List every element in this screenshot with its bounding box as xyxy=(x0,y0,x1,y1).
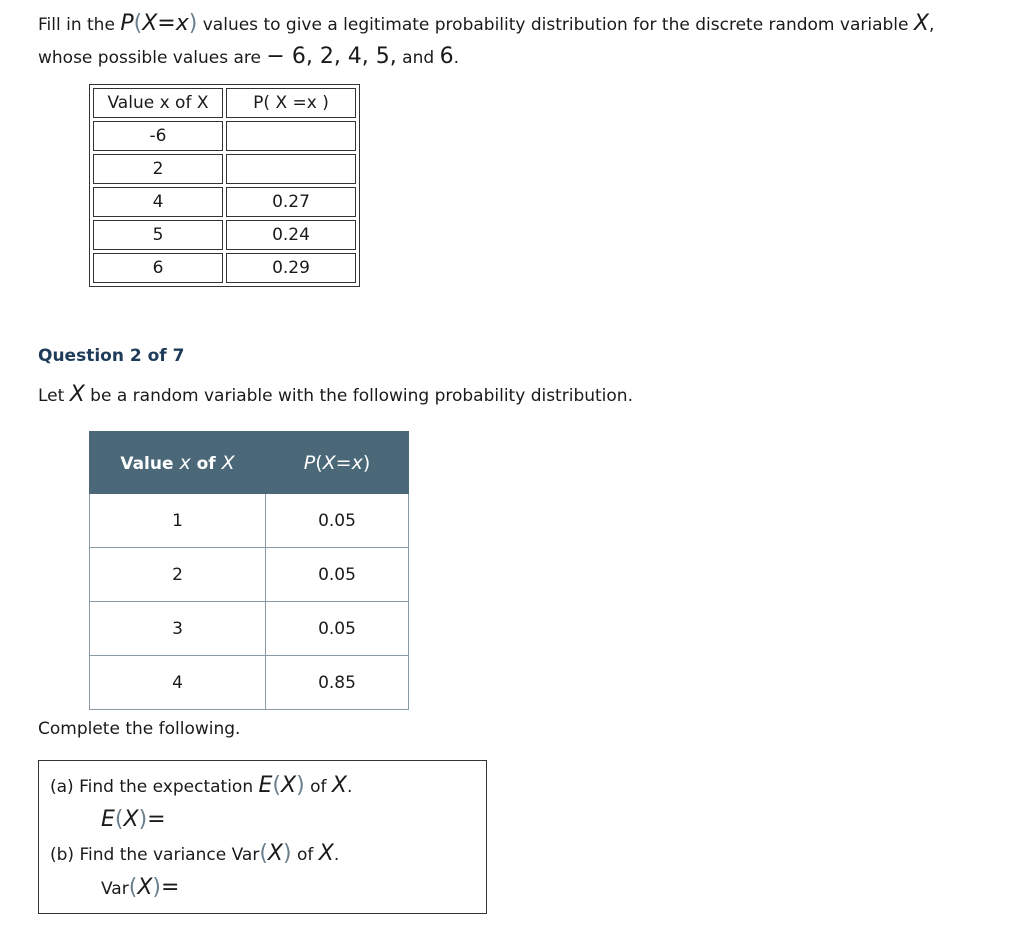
table2-header-x xyxy=(90,432,266,494)
table1-p-cell: 0.24 xyxy=(226,220,356,250)
math-eq: = xyxy=(335,451,352,474)
part-b-answer xyxy=(101,875,289,901)
table2-p-cell: 0.05 xyxy=(266,602,409,656)
math-x: x xyxy=(179,451,191,474)
table1-x-cell: 6 xyxy=(93,253,223,283)
table2-x-cell: 4 xyxy=(90,656,266,710)
header-of: of xyxy=(190,453,222,474)
variance-input[interactable] xyxy=(185,877,289,901)
math-x: x xyxy=(175,11,189,36)
part-a-text: (a) Find the expectation xyxy=(50,777,259,797)
math-X2: X xyxy=(913,11,929,36)
paren-open: ( xyxy=(259,841,268,866)
paren-open: ( xyxy=(133,11,143,36)
part-b-prompt xyxy=(50,841,339,866)
math-eq: = xyxy=(147,807,166,832)
intro-line-1 xyxy=(38,8,1008,41)
table1-p-cell: 0.27 xyxy=(226,187,356,217)
intro-comma: , xyxy=(928,15,935,35)
table2-header-row xyxy=(90,432,409,494)
intro-and: and xyxy=(396,48,440,68)
part-a-answer xyxy=(101,807,275,833)
math-X2: X xyxy=(331,773,347,798)
table2-p-cell: 0.85 xyxy=(266,656,409,710)
table1-header-x: Value x of X xyxy=(93,88,223,118)
table2-p-cell: 0.05 xyxy=(266,548,409,602)
math-eq: = xyxy=(160,875,180,900)
math-E: E xyxy=(258,773,273,798)
math-X: X xyxy=(123,807,139,832)
paren-open: ( xyxy=(114,807,124,832)
part-a-period: . xyxy=(346,777,353,797)
table-row xyxy=(90,494,409,548)
math-X2: X xyxy=(318,841,334,866)
math-P: P xyxy=(120,11,134,36)
paren-close: ) xyxy=(138,807,148,832)
table2-header-p xyxy=(266,432,409,494)
paren-open: ( xyxy=(272,773,281,798)
math-X: X xyxy=(322,451,336,474)
intro-text-2: values to give a legitimate probability distribution for the discrete random variable xyxy=(197,15,914,35)
math-X: X xyxy=(142,11,158,36)
math-X: X xyxy=(69,382,85,407)
table-row xyxy=(93,187,356,217)
table-row xyxy=(90,602,409,656)
paren-close: ) xyxy=(362,451,371,474)
math-X: X xyxy=(137,875,153,900)
paren-open: ( xyxy=(315,451,323,474)
question-text-2: be a random variable with the following probability distribution. xyxy=(84,386,633,406)
table-row xyxy=(93,220,356,250)
part-b-period: . xyxy=(333,845,340,865)
table1-p-cell: 0.29 xyxy=(226,253,356,283)
table2-p-cell: 0.05 xyxy=(266,494,409,548)
math-X: X xyxy=(221,451,235,474)
math-P: P xyxy=(303,451,316,474)
table2-x-cell: 3 xyxy=(90,602,266,656)
table-row xyxy=(90,548,409,602)
table1-p-input-cell[interactable] xyxy=(226,154,356,184)
distribution-table-2 xyxy=(89,431,409,710)
table-row xyxy=(90,656,409,710)
intro-period: . xyxy=(453,48,459,68)
table-row xyxy=(93,121,356,151)
question-title: Question 2 of 7 xyxy=(38,346,185,366)
question-text-1: Let xyxy=(38,386,70,406)
probability-input[interactable] xyxy=(227,155,355,183)
table1-x-cell: 5 xyxy=(93,220,223,250)
paren-close: ) xyxy=(282,841,292,866)
intro-text-3: whose possible values are xyxy=(38,48,267,68)
table1-header-p: P( X =x ) xyxy=(226,88,356,118)
intro-text: Fill in the xyxy=(38,15,121,35)
paren-close: ) xyxy=(188,11,198,36)
table2-x-cell: 1 xyxy=(90,494,266,548)
table1-p-input-cell[interactable] xyxy=(226,121,356,151)
math-x: x xyxy=(351,451,363,474)
paren-open: ( xyxy=(128,875,138,900)
math-X: X xyxy=(267,841,283,866)
table1-x-cell: 4 xyxy=(93,187,223,217)
question-text xyxy=(38,382,633,407)
intro-line-2 xyxy=(38,41,1008,74)
table1-x-cell: -6 xyxy=(93,121,223,151)
table-row xyxy=(93,154,356,184)
answer-box xyxy=(38,760,487,914)
distribution-table-1 xyxy=(89,84,360,287)
expectation-input[interactable] xyxy=(171,809,275,833)
paren-close: ) xyxy=(152,875,161,900)
part-b-text: (b) Find the variance xyxy=(50,845,232,865)
complete-instruction: Complete the following. xyxy=(38,719,241,739)
table1-x-cell: 2 xyxy=(93,154,223,184)
part-a-prompt xyxy=(50,773,352,798)
math-eq: = xyxy=(157,11,176,36)
paren-close: ) xyxy=(296,773,305,798)
math-last-value: 6 xyxy=(439,44,454,69)
table1-header-row xyxy=(93,88,356,118)
probability-input[interactable] xyxy=(227,122,355,150)
math-X: X xyxy=(281,773,297,798)
table2-x-cell: 2 xyxy=(90,548,266,602)
part-b-of: of xyxy=(291,845,319,865)
part-a-of: of xyxy=(304,777,332,797)
var-label: Var xyxy=(101,879,129,899)
question-intro xyxy=(38,8,1008,74)
table-row xyxy=(93,253,356,283)
header-text: Value xyxy=(120,453,180,474)
math-E: E xyxy=(101,807,115,832)
math-values: − 6, 2, 4, 5, xyxy=(266,44,397,69)
var-label: Var xyxy=(231,845,260,865)
